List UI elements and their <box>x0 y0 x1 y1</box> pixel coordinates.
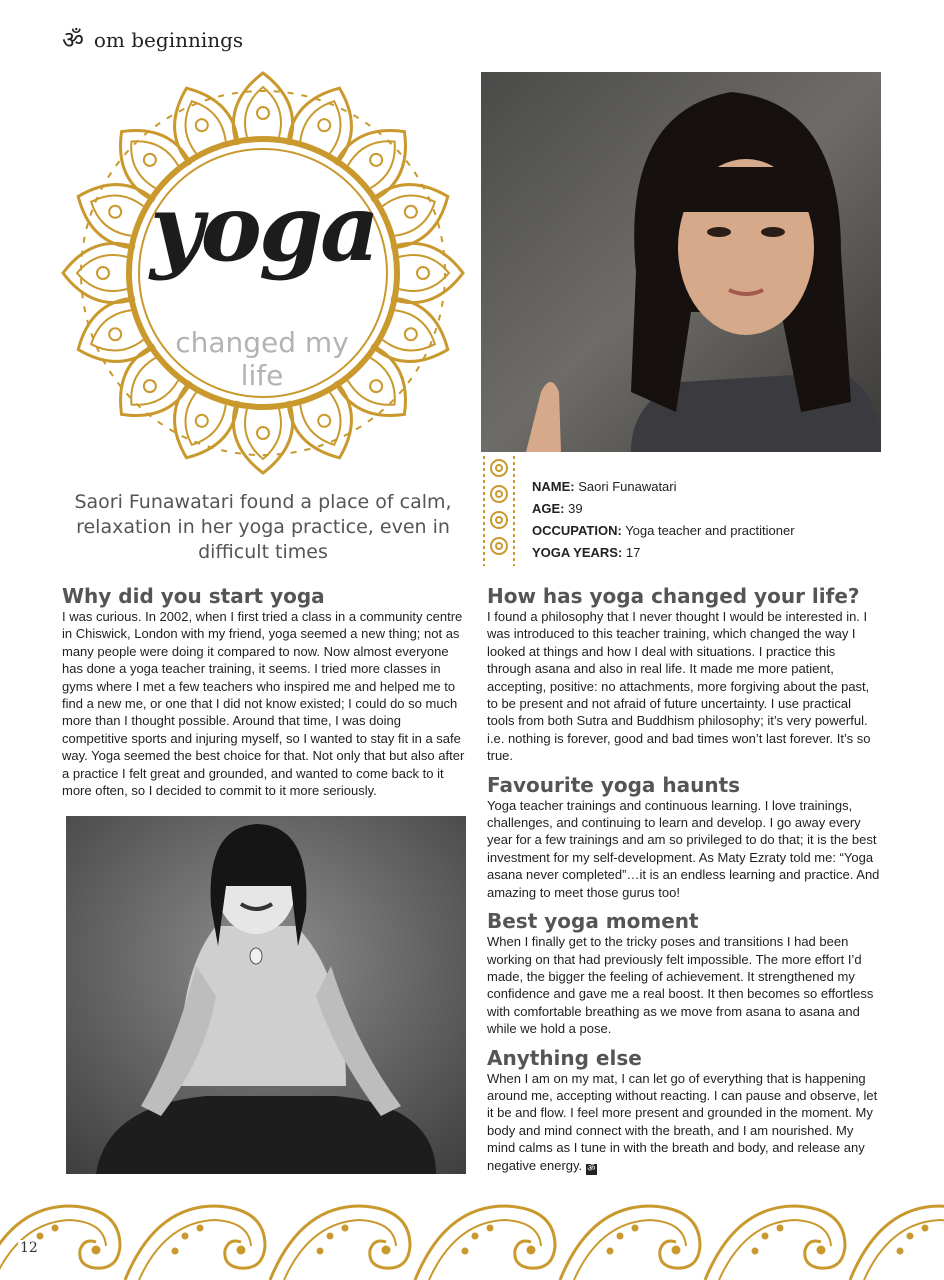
side-ornament <box>482 456 516 566</box>
section-heading: Anything else <box>487 1045 642 1070</box>
section-heading: How has yoga changed your life? <box>487 584 860 608</box>
section-heading: Favourite yoga haunts <box>487 772 741 797</box>
section-header <box>62 28 243 52</box>
laughing-pose-photo <box>66 816 466 1174</box>
section-how-changed <box>487 584 882 765</box>
page-number: 12 <box>20 1240 38 1256</box>
title-main: yoga <box>150 174 377 282</box>
fact-name: NAME: Saori Funawatari <box>532 479 677 494</box>
section-text: I found a philosophy that I never thought I would be interested in. I was introduced to this teacher training, which changed the way I looked at things and how I deal with situations. I practice this through asana and also in real life. It made me more patient, accepting, positive: no attachments, more forgiving about the past, to be present and not afraid of future uncertainty. I use practical tools from both Sutra and Buddhism philosophy; it’s very powerful. i.e. nothing is forever, good and bad times won’t last forever. It’s so true. <box>487 609 871 764</box>
title-sub: changed my life <box>175 326 349 392</box>
portrait-photo <box>481 72 881 452</box>
section-text: I was curious. In 2002, when I first tried a class in a community centre in Chiswick, London with my friend, yoga seemed a new thing; not as many people were doing it compared to now. Now almost everyone has done a yoga teacher training, it seems. I tried more classes in gyms where I met a few teachers who inspired me and helped me to find a new me, or one that I did not know existed; I could do so much more than I thought possible. Around that time, I was doing competitive sports and injuring myself, so I wanted to stay fit in a safe way. Yoga seemed the best choice for that. Not only that but also after a practice I felt great and grounded, and wanted to come back to it more often, so I decided to commit to it more seriously. <box>62 609 465 799</box>
end-mark-icon: ॐ <box>587 1163 596 1174</box>
om-icon: ॐ <box>62 26 84 54</box>
section-favourite-haunts <box>487 773 882 901</box>
section-heading: Why did you start yoga <box>62 584 325 608</box>
section-text: Yoga teacher trainings and continuous learning. I love trainings, challenges, and continuing to learn and develop. I go away every year for a few trainings and am so privileged to do that; it is the best investment for my self-development. As Maty Ezraty told me: “Yoga asana never completed”…it is an endless learning and practice. And amazing to meet those gurus too! <box>487 797 880 900</box>
fact-yoga-years: YOGA YEARS: 17 <box>532 545 641 560</box>
standfirst: Saori Funawatari found a place of calm, relaxation in her yoga practice, even in difficult times <box>74 491 452 563</box>
fact-occupation: OCCUPATION: Yoga teacher and practitioner <box>532 523 795 538</box>
section-heading: Best yoga moment <box>487 909 699 934</box>
fact-age: AGE: 39 <box>532 501 583 516</box>
section-why-start <box>62 584 470 799</box>
section-text: When I am on my mat, I can let go of everything that is happening around me, accepting without reacting. I can pause and observe, let it be and flow. I feel more present and grounded in the moment. My body and mind connect with the breath, and I am nourished. My mind calms as I tune in with the breath and body, and release any negative energy. <box>487 1070 878 1173</box>
section-best-moment <box>487 909 882 1037</box>
section-anything-else <box>487 1046 882 1175</box>
left-column <box>62 584 470 807</box>
section-text: When I finally get to the tricky poses and transitions I had been working on that had previously felt impossible. The more effort I’d made, the bigger the feeling of achievement. It strengthened my confidence and gave me a real boost. It then becomes so effortless with comfortable breathing as we move from asana to asana and while we hold a pose. <box>487 934 874 1037</box>
footer-swirl-border <box>0 1196 944 1280</box>
mandala-petals <box>233 73 292 145</box>
right-column <box>487 584 882 1183</box>
fact-box <box>532 476 912 564</box>
section-name: om beginnings <box>93 28 244 52</box>
